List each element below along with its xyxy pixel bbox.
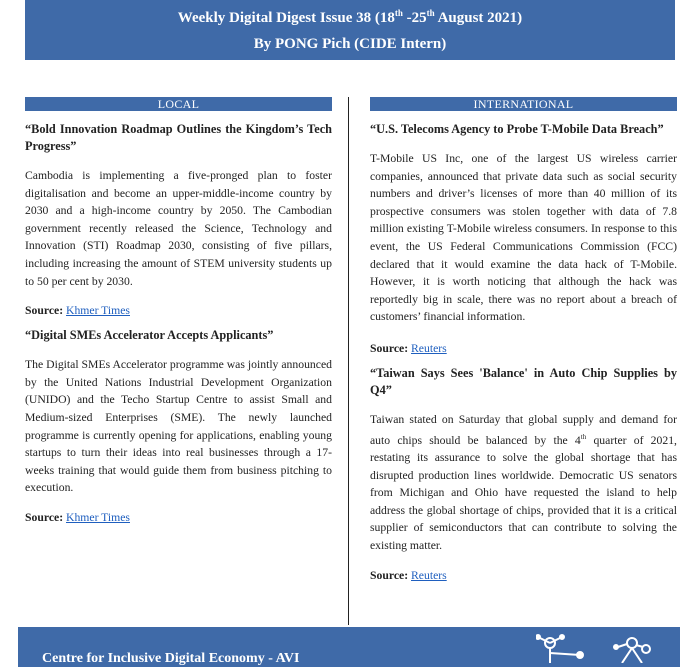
article-body: Taiwan stated on Saturday that global supply and demand for auto chips should be balanced by the 4th quarter of 2021, restating its assurance to solve the global shortage that has disrupted production lines worldwide. Democratic US senators from Michigan and Ohio have requested the island to help address the global shortage of chips, provided that it is a critical supplier of semiconductors that can contribute to solving the existing matter. (370, 412, 677, 552)
network-nodes-logo-icon (536, 631, 656, 663)
footer-text: Centre for Inclusive Digital Economy - AVI (42, 651, 300, 666)
article-body: The Digital SMEs Accelerator programme was jointly announced by the United Nations Industrial Development Organization (UNIDO) and the Techo Startup Centre to assist Small and Medium-sized Enterprises (SME). The newly launched programme is currently opening for applications, enabling young startups to turn their ideas into real businesses through a 17-weeks training that would guide them from business pitching to execution. (25, 358, 332, 495)
article-body: T-Mobile US Inc, one of the largest US wireless carrier companies, announced that private data such as social security numbers and driver’s licenses of more than 40 million of its prospective consumers was stolen together with data of 7.8 million existing T-Mobile wireless consumers. In response to this event, the US Federal Communications Commission (FCC) declared that it would examine the data hack of T-Mobile. However, it is worth noticing that although the hack was reportedly big in scale, there was no report about a breach of customers’ financial information. (370, 152, 677, 324)
local-article-2 (25, 327, 332, 524)
international-section-label: INTERNATIONAL (370, 97, 677, 111)
source-link[interactable]: Khmer Times (66, 510, 130, 524)
source-link[interactable]: Reuters (411, 568, 447, 582)
byline: By PONG Pich (CIDE Intern) (253, 36, 447, 52)
local-section-label: LOCAL (25, 97, 332, 111)
article-headline: “Bold Innovation Roadmap Outlines the Kingdom’s Tech Progress” (25, 122, 332, 153)
article-headline: “Digital SMEs Accelerator Accepts Applicants” (25, 328, 274, 343)
source-link[interactable]: Khmer Times (66, 304, 130, 318)
article-headline: “U.S. Telecoms Agency to Probe T-Mobile Data Breach” (370, 122, 664, 136)
column-divider (348, 97, 349, 625)
header-banner (25, 0, 675, 60)
international-article-1 (370, 121, 677, 355)
local-article-1 (25, 121, 332, 317)
footer-banner (18, 627, 680, 667)
article-source: Source: Khmer Times (25, 304, 130, 318)
article-source: Source: Reuters (370, 341, 447, 355)
international-column (370, 97, 677, 582)
issue-title: Weekly Digital Digest Issue 38 (18th -25th August 2021) (177, 8, 523, 26)
international-article-2 (370, 365, 677, 582)
article-headline: “Taiwan Says Sees 'Balance' in Auto Chip Supplies by Q4” (370, 365, 677, 397)
local-column (25, 97, 332, 524)
article-source: Source: Khmer Times (25, 510, 130, 524)
article-body: Cambodia is implementing a five-pronged plan to foster digitalisation and become an upper-middle-income country by 2030 and a high-income country by 2050. The Cambodian government recently released the Science, Technology and Innovation (STI) Roadmap 2030, consisting of five pillars, including increasing the amount of STEM university students up to 50 per cent by 2030. (25, 169, 332, 288)
article-source: Source: Reuters (370, 568, 447, 582)
source-link[interactable]: Reuters (411, 341, 447, 355)
